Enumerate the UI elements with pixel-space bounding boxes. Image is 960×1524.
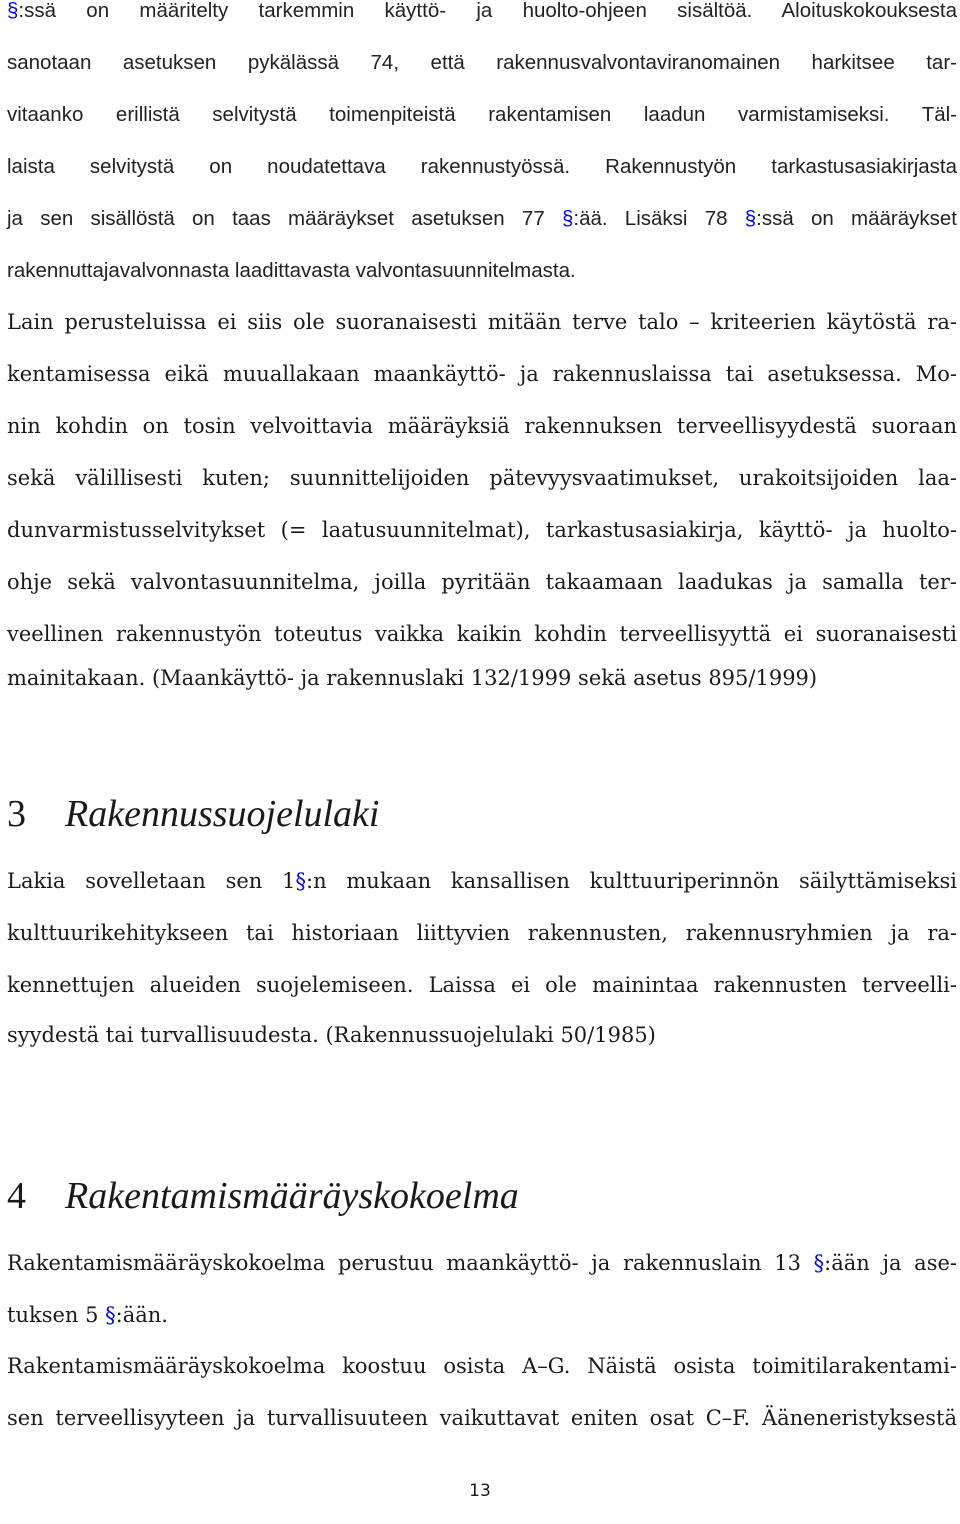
text-line: Lain perusteluissa ei siis ole suoranaisesti mitään terve talo – kriteerien käytöstä ra- xyxy=(7,310,957,334)
text-line: veellinen rakennustyön toteutus vaikka kaikin kohdin terveellisyyttä ei suoranaisesti xyxy=(7,622,957,646)
section-sign-link[interactable]: § xyxy=(295,869,306,893)
text-line: rakennuttajavalvonnasta laadittavasta valvontasuunnitelmasta. xyxy=(7,259,576,282)
text-line: Lakia sovelletaan sen 1§:n mukaan kansallisen kulttuuriperinnön säilyttämiseksi xyxy=(7,869,958,893)
text-line: dunvarmistusselvitykset (= laatusuunnitelmat), tarkastusasiakirja, käyttö- ja huolto- xyxy=(7,518,957,542)
section-heading xyxy=(7,1173,519,1219)
text-line: tuksen 5 §:ään. xyxy=(7,1303,168,1327)
text-line: laista selvitystä on noudatettava rakennustyössä. Rakennustyön tarkastusasiakirjasta xyxy=(7,155,957,178)
text-line: Rakentamismääräyskokoelma koostuu osista A–G. Näistä osista toimitilarakentami- xyxy=(7,1354,957,1378)
section-title: Rakennussuojelulaki xyxy=(65,793,380,835)
text-line: kennettujen alueiden suojelemiseen. Laissa ei ole mainintaa rakennusten terveelli- xyxy=(7,973,957,997)
section-number: 3 xyxy=(7,793,26,835)
text-line: syydestä tai turvallisuudesta. (Rakennussuojelulaki 50/1985) xyxy=(7,1023,656,1047)
page-number: 13 xyxy=(469,1481,491,1501)
text-line: sanotaan asetuksen pykälässä 74, että rakennusvalvontaviranomainen harkitsee tar- xyxy=(7,51,957,74)
text-line: mainitakaan. (Maankäyttö- ja rakennuslaki 132/1999 sekä asetus 895/1999) xyxy=(7,666,818,690)
text-line: sekä välillisesti kuten; suunnittelijoiden pätevyysvaatimukset, urakoitsijoiden laa- xyxy=(7,466,957,490)
text-line: ohje sekä valvontasuunnitelma, joilla pyritään takaamaan laadukas ja samalla ter- xyxy=(7,570,957,594)
text-line: Rakentamismääräyskokoelma perustuu maankäyttö- ja rakennuslain 13 §:ään ja ase- xyxy=(7,1251,958,1275)
text-line: sen terveellisyyteen ja turvallisuuteen vaikuttavat eniten osat C–F. Ääneneristyksestä xyxy=(7,1406,957,1430)
text-line: ja sen sisällöstä on taas määräykset asetuksen 77 §:ää. Lisäksi 78 §:ssä on määräykset xyxy=(7,207,957,230)
text-line: vitaanko erillistä selvitystä toimenpiteistä rakentamisen laadun varmistamiseksi. Täl- xyxy=(7,103,957,126)
section-title: Rakentamismääräyskokoelma xyxy=(65,1175,519,1217)
section-number: 4 xyxy=(7,1175,26,1217)
text-line: kentamisessa eikä muuallakaan maankäyttö- ja rakennuslaissa tai asetuksessa. Mo- xyxy=(7,362,957,386)
text-line: kulttuurikehitykseen tai historiaan liittyvien rakennusten, rakennusryhmien ja ra- xyxy=(7,921,957,945)
text-line: nin kohdin on tosin velvoittavia määräyksiä rakennuksen terveellisyydestä suoraan xyxy=(7,414,957,438)
section-sign-link[interactable]: § xyxy=(744,207,757,230)
text-line: §:ssä on määritelty tarkemmin käyttö- ja huolto-ohjeen sisältöä. Aloituskokouksesta xyxy=(7,0,957,22)
section-sign-link[interactable]: § xyxy=(561,207,574,230)
section-sign-link[interactable]: § xyxy=(813,1251,825,1275)
section-sign-link[interactable]: § xyxy=(105,1303,116,1327)
section-heading xyxy=(7,791,379,837)
section-sign-link[interactable]: § xyxy=(7,0,19,22)
